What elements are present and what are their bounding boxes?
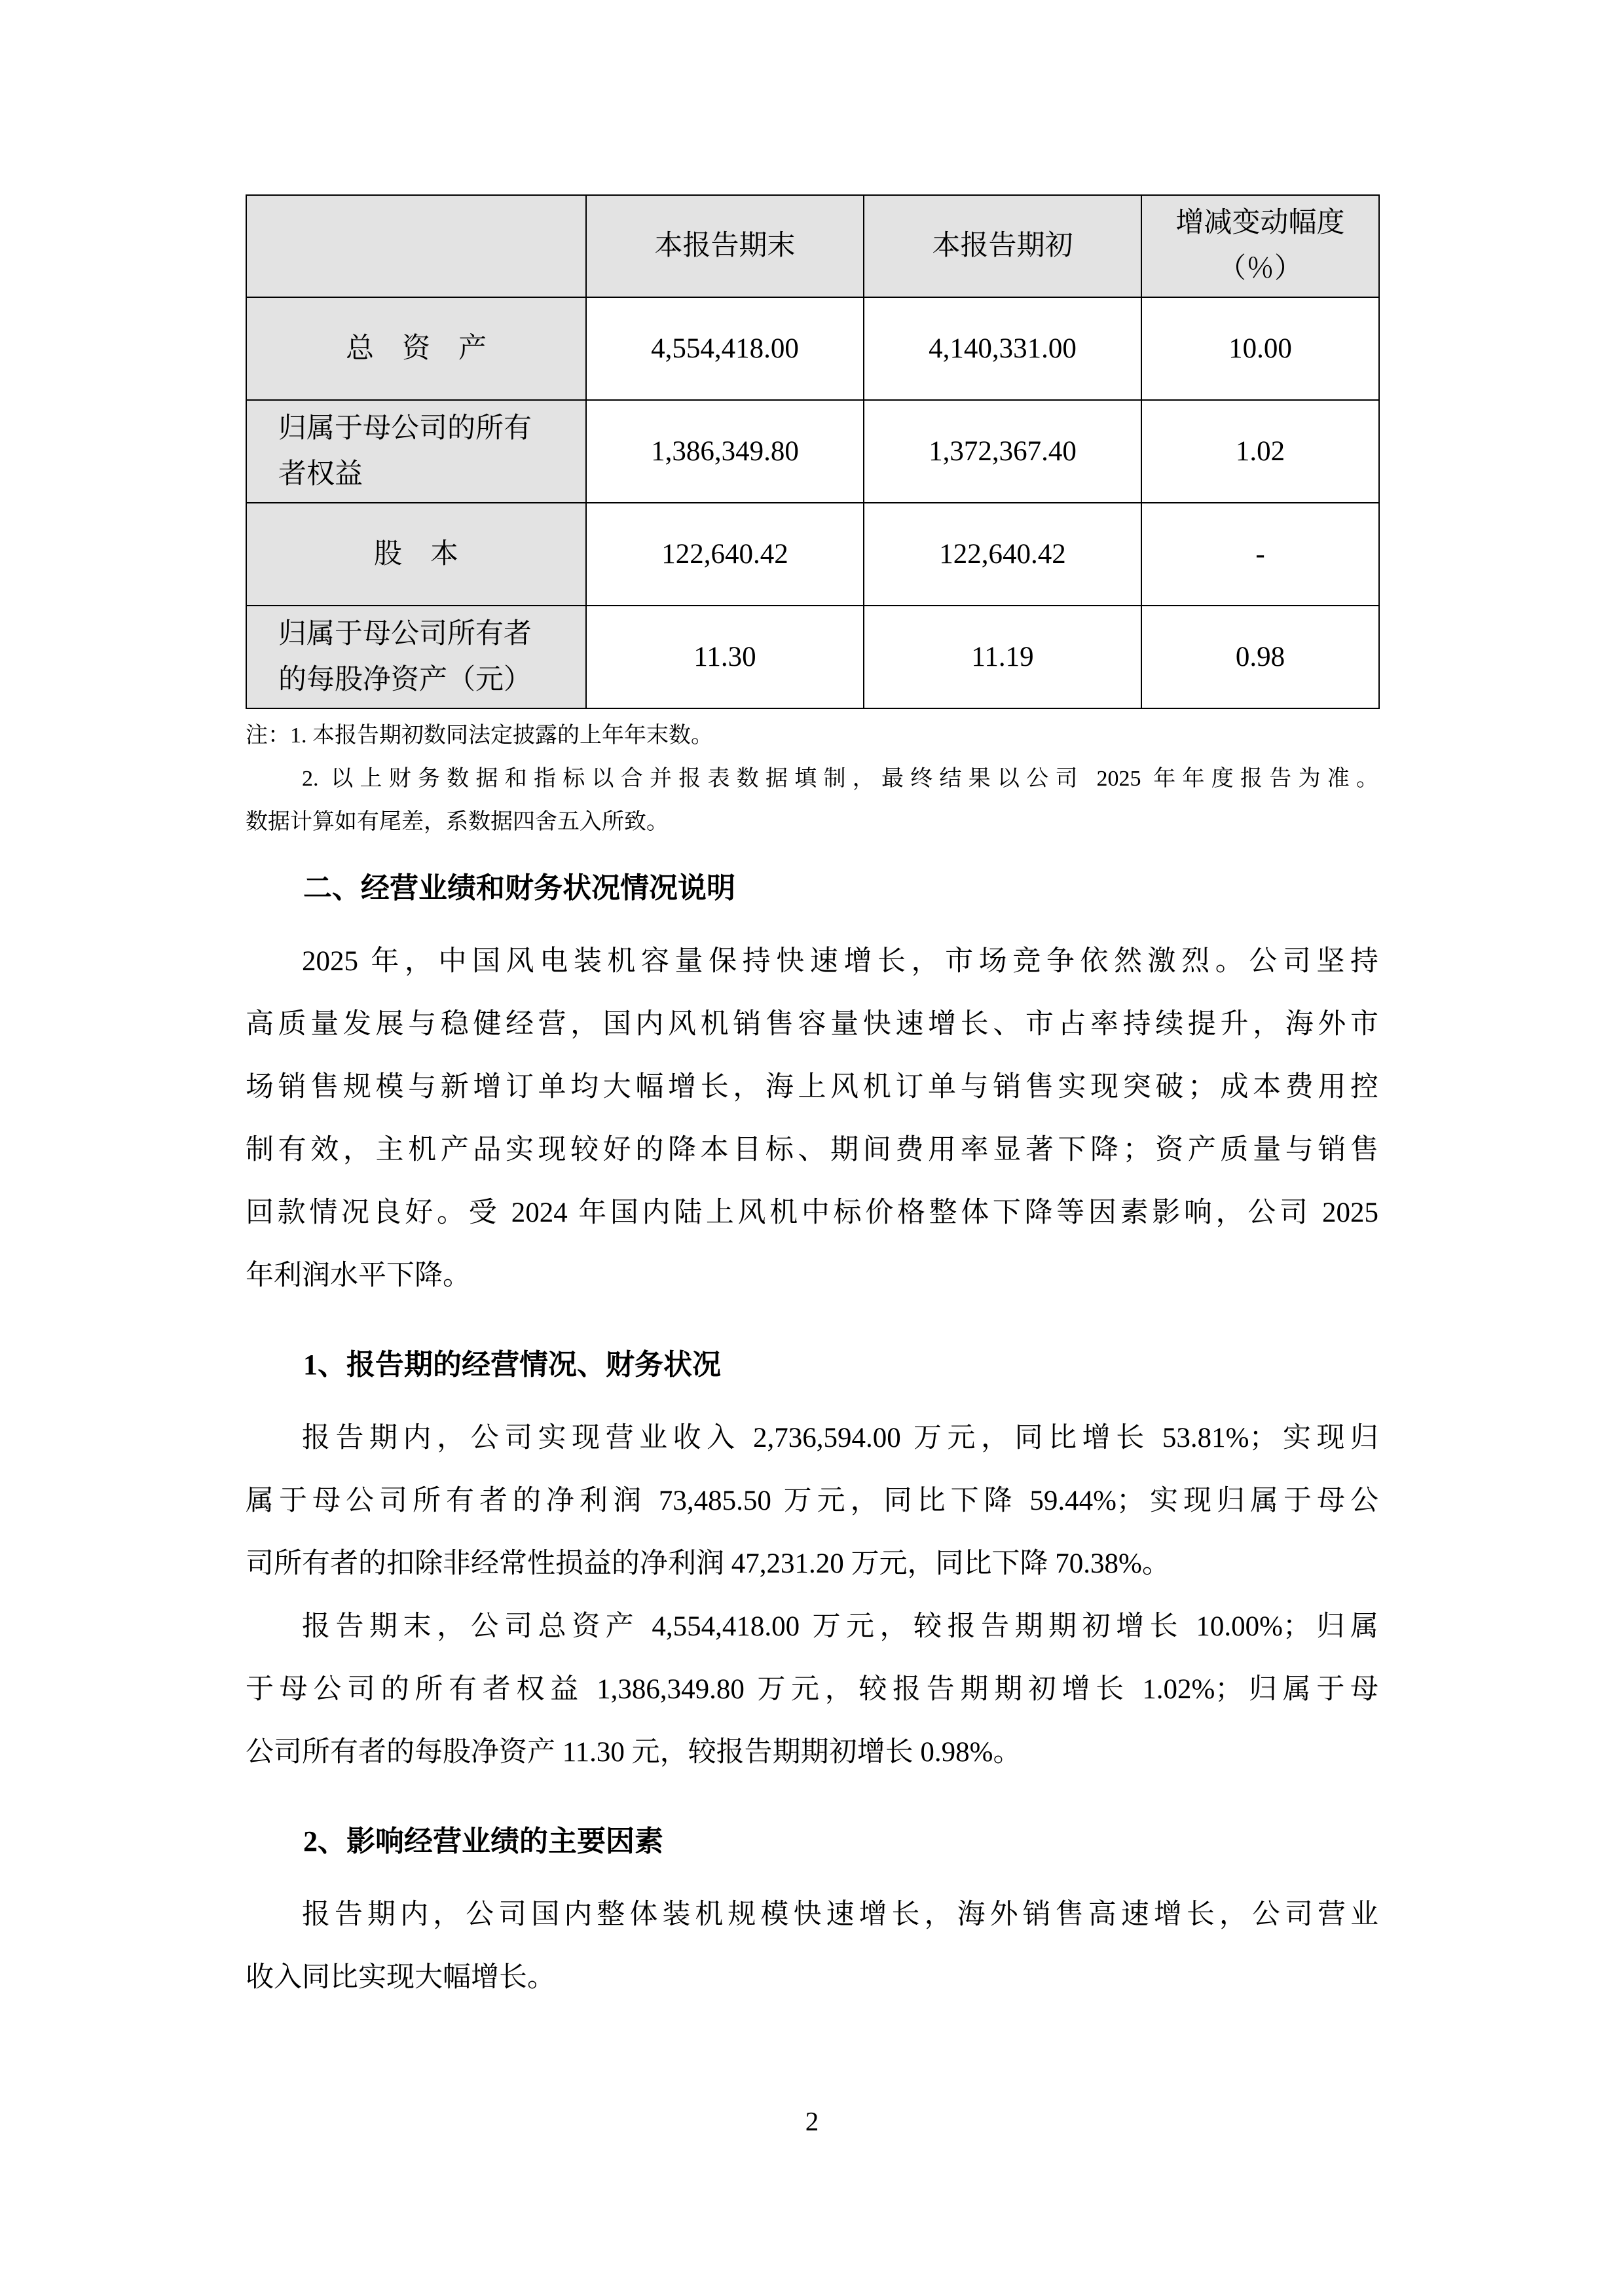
total-assets-change-pct: 10.00 (1141, 297, 1379, 400)
paragraph-line: 属于母公司所有者的净利润 73,485.50 万元，同比下降 59.44%；实现归属于母公 (246, 1485, 1378, 1516)
page-number: 2 (805, 2106, 819, 2136)
table-header-row (246, 195, 1379, 297)
paragraph-market-overview (246, 930, 1378, 1307)
parent-equity-period-begin: 1,372,367.40 (864, 400, 1141, 503)
table-note-2-line-1: 2. 以上财务数据和指标以合并报表数据填制，最终结果以公司 2025 年年度报告为准。 (302, 767, 1378, 791)
header-period-begin: 本报告期初 (864, 195, 1141, 297)
header-empty-cell (246, 195, 586, 297)
row-label-share-capital: 股 本 (246, 503, 586, 606)
row-label-net-assets-per-share: 归属于母公司所有者的每股净资产（元） (246, 606, 586, 708)
paragraph-line: 回款情况良好。受 2024 年国内陆上风机中标价格整体下降等因素影响，公司 2025 (246, 1197, 1378, 1228)
parent-equity-change-pct: 1.02 (1141, 400, 1379, 503)
paragraph-line: 公司所有者的每股净资产 11.30 元，较报告期期初增长 0.98%。 (246, 1737, 1022, 1768)
paragraph-line: 报告期内，公司国内整体装机规模快速增长，海外销售高速增长，公司营业 (302, 1899, 1378, 1930)
table-note-1: 注：1. 本报告期初数同法定披露的上年年末数。 (246, 723, 713, 748)
table-row-parent-equity (246, 400, 1379, 503)
net-assets-per-share-change-pct: 0.98 (1141, 606, 1379, 708)
paragraph-operating-results (246, 1407, 1378, 1595)
paragraph-line: 制有效，主机产品实现较好的降本目标、期间费用率显著下降；资产质量与销售 (246, 1135, 1378, 1165)
total-assets-period-end: 4,554,418.00 (586, 297, 864, 400)
paragraph-performance-factors (246, 1884, 1378, 2009)
paragraph-line: 场销售规模与新增订单均大幅增长，海上风机订单与销售实现突破；成本费用控 (246, 1072, 1378, 1102)
paragraph-line: 报告期末，公司总资产 4,554,418.00 万元，较报告期期初增长 10.00%；归属 (302, 1611, 1378, 1642)
total-assets-period-begin: 4,140,331.00 (864, 297, 1141, 400)
paragraph-line: 司所有者的扣除非经常性损益的净利润 47,231.20 万元，同比下降 70.38%。 (246, 1548, 1170, 1579)
paragraph-line: 报告期内，公司实现营业收入 2,736,594.00 万元，同比增长 53.81%；实现归 (302, 1423, 1378, 1453)
header-period-end: 本报告期末 (586, 195, 864, 297)
paragraph-line: 高质量发展与稳健经营，国内风机销售容量快速增长、市占率持续提升，海外市 (246, 1009, 1378, 1040)
paragraph-line: 于母公司的所有者权益 1,386,349.80 万元，较报告期期初增长 1.02%；归属于母 (246, 1674, 1378, 1705)
section-heading-business-performance: 二、经营业绩和财务状况情况说明 (303, 872, 735, 904)
table-row-share-capital (246, 503, 1379, 606)
paragraph-line: 2025 年，中国风电装机容量保持快速增长，市场竞争依然激烈。公司坚持 (302, 946, 1378, 977)
subsection-1-heading: 1、报告期的经营情况、财务状况 (303, 1349, 721, 1381)
table-note-2-line-2: 数据计算如有尾差，系数据四舍五入所致。 (246, 810, 669, 834)
paragraph-financial-position (246, 1595, 1378, 1784)
row-label-total-assets: 总 资 产 (246, 297, 586, 400)
subsection-2-heading: 2、影响经营业绩的主要因素 (303, 1825, 663, 1857)
paragraph-line: 收入同比实现大幅增长。 (246, 1962, 555, 1993)
parent-equity-period-end: 1,386,349.80 (586, 400, 864, 503)
financial-indicators-table (246, 194, 1380, 709)
share-capital-period-begin: 122,640.42 (864, 503, 1141, 606)
table-row-net-assets-per-share (246, 606, 1379, 708)
header-change-pct: 增减变动幅度（％） (1141, 195, 1379, 297)
share-capital-change-pct: - (1141, 503, 1379, 606)
net-assets-per-share-period-end: 11.30 (586, 606, 864, 708)
net-assets-per-share-period-begin: 11.19 (864, 606, 1141, 708)
paragraph-line: 年利润水平下降。 (246, 1260, 471, 1291)
share-capital-period-end: 122,640.42 (586, 503, 864, 606)
row-label-parent-equity: 归属于母公司的所有者权益 (246, 400, 586, 503)
page-content (246, 194, 1378, 2009)
table-row-total-assets (246, 297, 1379, 400)
